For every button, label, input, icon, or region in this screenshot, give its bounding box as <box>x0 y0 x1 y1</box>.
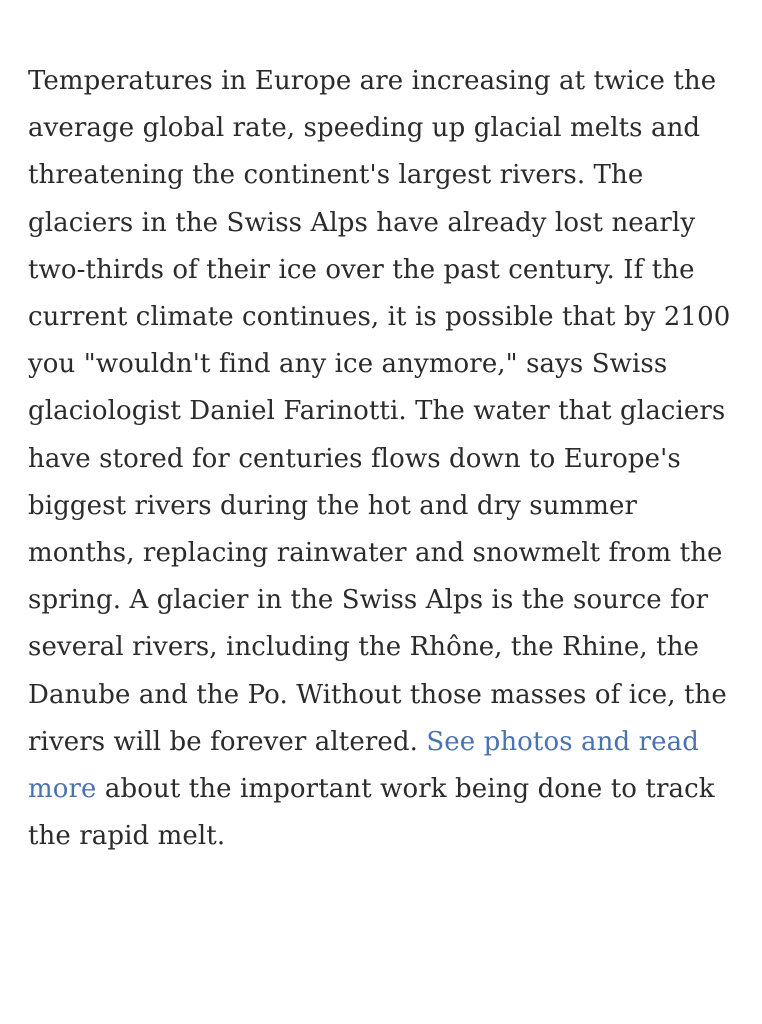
article-paragraph <box>28 58 740 860</box>
see-photos-link[interactable]: See photos and read more <box>28 726 699 805</box>
paragraph-text-before-link: Temperatures in Europe are increasing at twice the average global rate, speeding up glacial melts and threatening the continent's largest rivers. The glaciers in the Swiss Alps have already lost nearly two-thirds of their ice over the past century. If the current climate continues, it is possible that by 2100 you "wouldn't find any ice anymore," says Swiss glaciologist Daniel Farinotti. The water that glaciers have stored for centuries flows down to Europe's biggest rivers during the hot and dry summer months, replacing rainwater and snowmelt from the spring. A glacier in the Swiss Alps is the source for several rivers, including the Rhône, the Rhine, the Danube and the Po. Without those masses of ice, the rivers will be forever altered. <box>28 66 731 757</box>
paragraph-text-after-link: about the important work being done to track the rapid melt. <box>28 774 715 852</box>
